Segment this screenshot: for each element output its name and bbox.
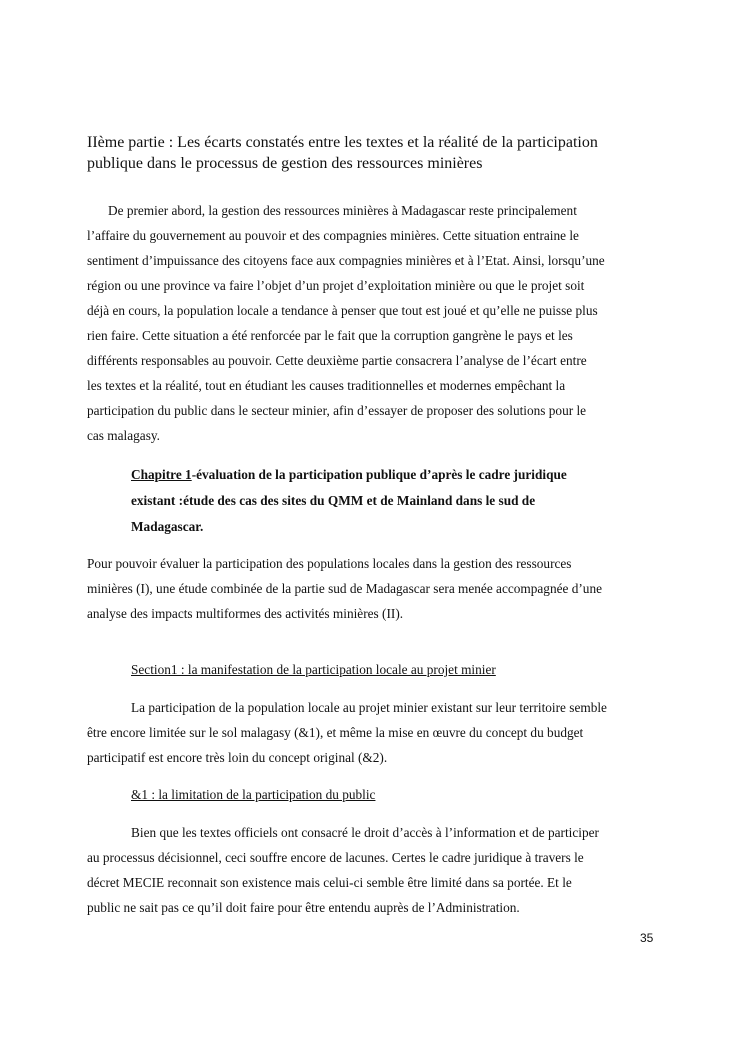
section1-line: être encore limitée sur le sol malagasy (&1), et même la mise en œuvre du concept du budget <box>87 725 584 740</box>
intro-line: De premier abord, la gestion des ressources minières à Madagascar reste principalement <box>108 203 577 218</box>
intro-line: rien faire. Cette situation a été renforcée par le fait que la corruption gangrène le pays et les <box>87 328 573 343</box>
subsection1-line: public ne sait pas ce qu’il doit faire pour être entendu auprès de l’Administration. <box>87 900 520 915</box>
chapter-intro-line: Pour pouvoir évaluer la participation des populations locales dans la gestion des ressources <box>87 556 572 571</box>
intro-line: l’affaire du gouvernement au pouvoir et des compagnies minières. Cette situation entraine le <box>87 228 579 243</box>
chapter-heading-line-3: Madagascar. <box>131 519 204 534</box>
subsection1-heading: &1 : la limitation de la participation du public <box>131 787 376 802</box>
chapter-intro-line: minières (I), une étude combinée de la partie sud de Madagascar sera menée accompagnée d’une <box>87 581 603 596</box>
page-number: 35 <box>640 931 654 945</box>
intro-line: région ou une province va faire l’objet d’un projet d’exploitation minière ou que le projet soit <box>87 278 585 293</box>
part-title-line-2: publique dans le processus de gestion des ressources minières <box>87 155 483 172</box>
intro-line: déjà en cours, la population locale a tendance à penser que tout est joué et qu’elle ne puisse plus <box>87 303 598 318</box>
section1-line: participatif est encore très loin du concept original (&2). <box>87 750 388 765</box>
subsection1-line: au processus décisionnel, ceci souffre encore de lacunes. Certes le cadre juridique à travers le <box>87 850 584 865</box>
part-title-line-1: IIème partie : Les écarts constatés entre les textes et la réalité de la participation <box>87 134 598 151</box>
chapter-label: Chapitre 1 <box>131 467 192 482</box>
intro-line: différents responsables au pouvoir. Cette deuxième partie consacrera l’analyse de l’écart entre <box>87 353 587 368</box>
subsection1-line: Bien que les textes officiels ont consacré le droit d’accès à l’information et de participer <box>131 825 599 840</box>
chapter-heading-line-2: existant :étude des cas des sites du QMM et de Mainland dans le sud de <box>131 493 536 508</box>
chapter-title-part: -évaluation de la participation publique d’après le cadre juridique <box>191 467 567 482</box>
section1-heading: Section1 : la manifestation de la participation locale au projet minier <box>131 662 496 677</box>
intro-line: participation du public dans le secteur minier, afin d’essayer de proposer des solutions pour le <box>87 403 587 418</box>
intro-line: cas malagasy. <box>87 428 160 443</box>
subsection1-line: décret MECIE reconnait son existence mais celui-ci semble être limité dans sa portée. Et le <box>87 875 572 890</box>
intro-line: sentiment d’impuissance des citoyens face aux compagnies minières et à l’Etat. Ainsi, lorsqu’une <box>87 253 605 268</box>
chapter-intro-line: analyse des impacts multiformes des activités minières (II). <box>87 606 404 621</box>
section1-line: La participation de la population locale au projet minier existant sur leur territoire semble <box>131 700 607 715</box>
chapter-heading-line-1 <box>131 466 567 484</box>
intro-line: les textes et la réalité, tout en étudiant les causes traditionnelles et modernes empêchant la <box>87 378 566 393</box>
